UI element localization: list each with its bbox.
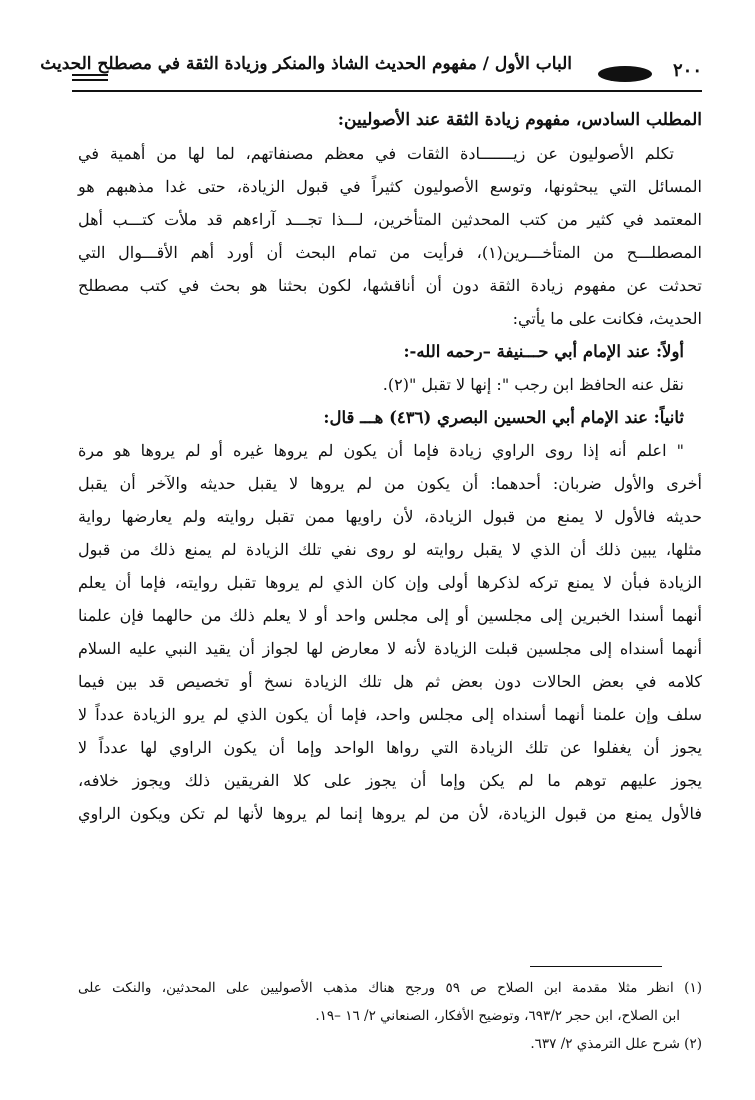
- footnote-1: (١) انظر مثلا مقدمة ابن الصلاح ص ٥٩ ورجح هناك مذهب الأصوليين على المحدثين، والنكت على: [78, 980, 702, 996]
- quote-line: فالأول يمنع من قبول الزيادة، لأن من لم يروها إنما لم يروها لأنها لم تكن ويكون الراوي: [78, 804, 702, 823]
- quote-line: يجوز عليهم توهم ما لم يكن وإما أن يجوز على كلا الفريقين ذلك ويجوز خلافه،: [78, 771, 702, 790]
- subheading-abu-al-husayn: ثانياً: عند الإمام أبي الحسين البصري (٤٣٦) هـــ قال:: [323, 408, 684, 427]
- quote-line: سلف وإن علمنا أنهما أسنداه إلى مجلس واحد، فإما أن يكون الذي لم يرو الزيادة عدداً لا: [78, 705, 702, 724]
- footnote-separator: [530, 966, 662, 967]
- header-dash-rule: [72, 74, 108, 76]
- footnote-1-continued: ابن الصلاح، ابن حجر ٦٩٣/٢، وتوضيح الأفكار، الصنعاني ٢/ ١٦ –١٩.: [315, 1008, 680, 1024]
- paragraph-line: تكلم الأصوليون عن زيـــــــادة الثقات في معظم مصنفاتهم، لما لها من أهمية في: [78, 144, 674, 163]
- quote-line: الزيادة فبأن لا يمنع تركه لذكرها أولى وإن كان الذي لم يروها تقبل روايته، فإما أن يعلم: [78, 573, 702, 592]
- page-number: ٢٠٠: [672, 60, 702, 81]
- quote-line: حديثه فالأول لا يمنع من قبول الزيادة، لأن راويها ممن تقبل روايته ولم يعارضها رواية: [78, 507, 702, 526]
- section-heading: المطلب السادس، مفهوم زيادة الثقة عند الأصوليين:: [337, 110, 702, 130]
- quote-line: مثلها، يبين ذلك أن الذي لا يقبل روايته لو روى نفي تلك الزيادة لم يمنع ذلك من قبول: [78, 540, 703, 559]
- header-ornament: [598, 66, 652, 82]
- quote-line: أنهما أسنداه إلى مجلسين قبلت الزيادة لأنه لا معارض لها لجواز أن يقيد النبي عليه السلام: [78, 639, 702, 658]
- quote-line: أنهما أسندا الخبرين إلى مجلسين أو إلى مجلس واحد أو لا يعلم ذلك من حالهما فإن علمنا: [78, 606, 702, 625]
- running-header: [40, 52, 702, 92]
- main-text: [78, 104, 702, 830]
- footnote-2: (٢) شرح علل الترمذي ٢/ ٦٣٧.: [530, 1036, 702, 1052]
- subheading-abu-hanifa: أولاً: عند الإمام أبي حـــنيفة –رحمه الله-:: [403, 342, 684, 361]
- paragraph-line: المعتمد في كثير من كتب المحدثين المتأخرين، لـــذا تجـــد آراءهم قد ملأت كتـــب أهل: [78, 210, 702, 229]
- paragraph-line: المسائل التي يبحثونها، وتوسع الأصوليون كثيراً في قبول الزيادة، حتى غدا مذهبهم هو: [78, 177, 702, 196]
- quote-line: كلامه في بعض الحالات دون بعض ثم هل تلك الزيادة نسخ أو تخصيص قد بين فيما: [78, 672, 702, 691]
- paragraph-line: تحدثت عن مفهوم زيادة الثقة دون أن أناقشها، لكون بحثنا هو بحث في كتب مصطلح: [78, 276, 702, 295]
- paragraph-line: نقل عنه الحافظ ابن رجب ": إنها لا تقبل "(٢).: [382, 375, 684, 394]
- footnotes: [78, 974, 702, 1058]
- paragraph-line: الحديث، فكانت على ما يأتي:: [512, 309, 702, 328]
- paragraph-line: المصطلـــح من المتأخـــرين(١)، فرأيت من تمام البحث أن أورد أهم الأقـــوال التي: [78, 243, 702, 262]
- header-title: الباب الأول / مفهوم الحديث الشاذ والمنكر وزيادة الثقة في مصطلح الحديث: [40, 54, 572, 74]
- header-underline: [72, 90, 702, 92]
- quote-line: أخرى والأول ضربان: أحدهما: أن يكون من لم يروها لا يقبل حديثه والآخر أن يقبل: [78, 474, 702, 493]
- quote-line: " اعلم أنه إذا روى الراوي زيادة فإما أن يكون لم يروها غيره أو لم يروها هو مرة: [78, 441, 684, 460]
- quote-line: يجوز أن يغفلوا عن تلك الزيادة التي رواها الواحد وإما أن يكون الراوي لها عدداً لا: [78, 738, 703, 757]
- header-dash-rule: [72, 79, 108, 81]
